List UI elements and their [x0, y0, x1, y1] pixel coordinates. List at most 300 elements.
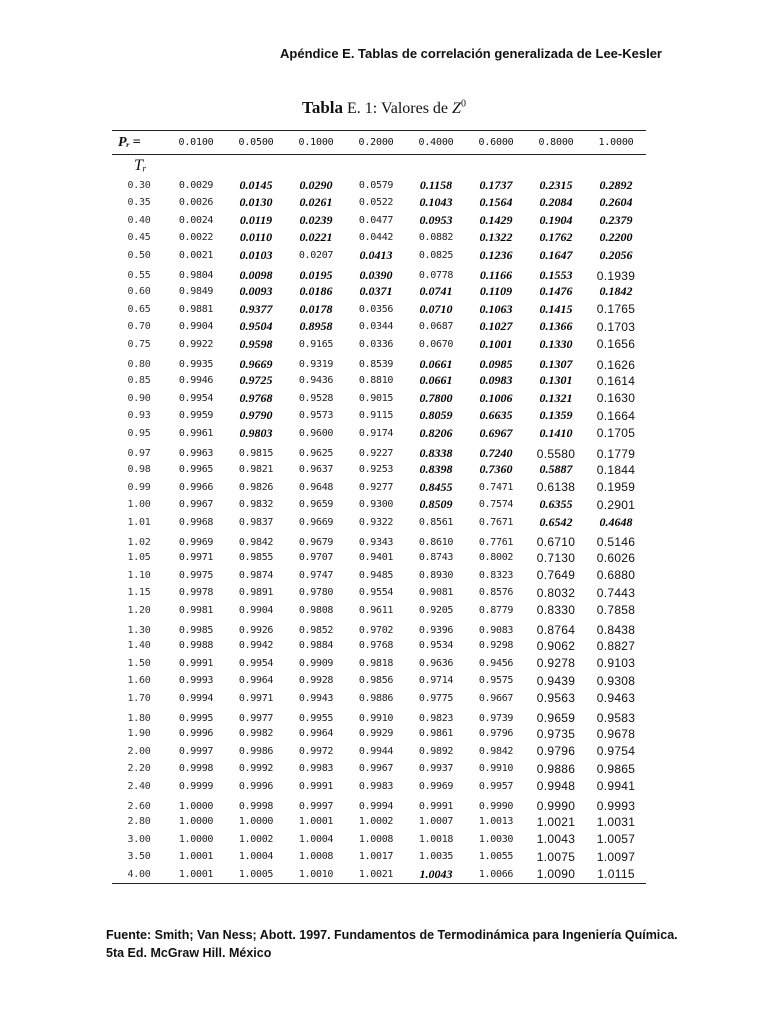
table-row: [112, 813, 646, 831]
z0-value-cell: 0.9971: [178, 552, 214, 564]
z0-value-cell: 0.1366: [539, 319, 573, 334]
z0-value-cell: 0.1904: [539, 212, 573, 227]
pr-value: 0.6000: [478, 137, 514, 148]
z0-value-cell: 0.8206: [419, 425, 453, 440]
z0-value-cell: 1.0008: [358, 833, 394, 845]
table-row: [112, 407, 646, 425]
table-row: [112, 866, 646, 884]
z0-value-cell: 0.9982: [238, 728, 274, 740]
z0-value-cell: 0.9975: [178, 569, 214, 581]
z0-value-cell: 0.1330: [539, 336, 573, 351]
z0-value-cell: 0.9790: [239, 408, 273, 423]
z0-value-cell: 0.9463: [596, 691, 636, 706]
tr-value: 0.60: [127, 286, 151, 298]
z0-value-cell: 0.9277: [358, 481, 394, 493]
z0-value-cell: 0.9999: [178, 780, 214, 792]
z0-value-cell: 0.1410: [539, 425, 573, 440]
z0-value-cell: 1.0000: [178, 800, 214, 812]
z0-value-cell: 0.1236: [479, 247, 513, 262]
z0-value-cell: 1.0035: [418, 851, 454, 863]
z0-value-cell: 0.0778: [418, 270, 454, 281]
z0-value-cell: 0.9205: [418, 604, 454, 616]
z0-value-cell: 0.1307: [539, 357, 573, 371]
source-line-1: Fuente: Smith; Van Ness; Abott. 1997. Fundamentos de Termodinámica para Ingeniería Química.: [106, 928, 678, 942]
z0-value-cell: 0.0221: [299, 230, 333, 245]
z0-value-cell: 0.1844: [596, 462, 636, 477]
z0-value-cell: 0.9815: [238, 448, 274, 459]
z0-value-cell: 0.9959: [178, 410, 214, 422]
z0-value-cell: 0.1043: [419, 195, 453, 210]
z0-value-cell: 0.9942: [238, 640, 274, 652]
z0-value-cell: 0.2379: [599, 212, 633, 227]
table-title-text: E. 1: Valores de: [343, 100, 453, 117]
z0-value-cell: 0.9856: [358, 675, 394, 687]
tr-value: 2.00: [127, 745, 151, 757]
z0-value-cell: 1.0013: [478, 816, 514, 828]
z0-value-cell: 0.9780: [298, 587, 334, 599]
z0-value-cell: 1.0018: [418, 833, 454, 845]
tr-value: 0.80: [127, 359, 151, 370]
z0-value-cell: 0.1614: [596, 373, 636, 388]
z0-value-cell: 0.9998: [238, 800, 274, 812]
z0-value-cell: 1.0021: [358, 868, 394, 880]
tr-value: 0.40: [127, 214, 151, 226]
z0-value-cell: 0.0413: [359, 247, 393, 262]
z0-value-cell: 0.9575: [478, 675, 514, 687]
z0-value-cell: 0.9991: [178, 657, 214, 669]
table-row: [112, 479, 646, 497]
z0-value-cell: 0.6138: [536, 480, 576, 495]
z0-value-cell: 0.9165: [298, 338, 334, 350]
z0-value-cell: 0.9965: [178, 464, 214, 476]
table-row: [112, 264, 646, 283]
z0-value-cell: 0.0882: [418, 232, 454, 244]
tr-value: 0.55: [127, 270, 151, 281]
z0-value-cell: 0.0022: [178, 232, 214, 244]
tr-value: 1.30: [127, 624, 151, 636]
z0-value-cell: 0.1359: [539, 408, 573, 423]
z0-value-cell: 0.0024: [178, 214, 214, 226]
z0-value-cell: 0.9456: [478, 657, 514, 669]
z0-value-cell: 0.0290: [299, 177, 333, 192]
z0-value-cell: 1.0000: [178, 833, 214, 845]
table-body: [112, 177, 646, 884]
z0-value-cell: 0.9563: [536, 691, 576, 706]
z0-value-cell: 0.8032: [536, 585, 576, 600]
table-row: [112, 778, 646, 796]
table-row: [112, 372, 646, 390]
z0-value-cell: 0.2084: [539, 195, 573, 210]
z0-value-cell: 0.5146: [596, 535, 636, 549]
z0-value-cell: 0.1939: [596, 268, 636, 283]
tr-value: 0.95: [127, 427, 151, 439]
z0-value-cell: 0.9988: [178, 640, 214, 652]
z0-value-cell: 0.9849: [178, 286, 214, 298]
z0-value-cell: 0.8509: [419, 497, 453, 512]
z0-value-cell: 0.9659: [298, 499, 334, 511]
z0-value-cell: 0.9821: [238, 464, 274, 476]
tr-value: 1.90: [127, 728, 151, 740]
z0-value-cell: 0.5887: [539, 462, 573, 477]
z0-value-cell: 0.1322: [479, 230, 513, 245]
z0-value-cell: 0.9796: [478, 728, 514, 740]
z0-value-cell: 0.9775: [418, 692, 454, 704]
pr-value: 0.1000: [298, 137, 334, 148]
z0-value-cell: 0.9865: [596, 761, 636, 776]
z0-value-cell: 0.9943: [298, 692, 334, 704]
z0-value-cell: 0.8059: [419, 408, 453, 423]
z0-value-cell: 0.9081: [418, 587, 454, 599]
z0-value-cell: 0.9884: [298, 640, 334, 652]
z0-value-cell: 0.9968: [178, 516, 214, 528]
z0-value-cell: 0.6635: [479, 408, 513, 423]
z0-value-cell: 0.9739: [478, 712, 514, 724]
z0-value-cell: 0.9669: [239, 357, 273, 371]
z0-value-cell: 0.9995: [178, 712, 214, 724]
z0-value-cell: 0.9637: [298, 464, 334, 476]
z0-value-cell: 0.9659: [536, 711, 576, 725]
z0-value-cell: 0.9343: [358, 536, 394, 548]
z0-value-cell: 0.9083: [478, 624, 514, 636]
z0-value-cell: 1.0004: [298, 833, 334, 845]
z0-value-cell: 0.9837: [238, 516, 274, 528]
tr-value: 0.99: [127, 481, 151, 493]
z0-value-cell: 0.9747: [298, 569, 334, 581]
z0-value-cell: 0.9891: [238, 587, 274, 599]
z0-value-cell: 0.9600: [298, 427, 334, 439]
table-row: [112, 567, 646, 585]
z0-value-cell: 0.8610: [418, 536, 454, 548]
z0-value-cell: 0.2604: [599, 195, 633, 210]
z0-value-cell: 0.8958: [299, 319, 333, 334]
z0-value-cell: 0.9803: [239, 425, 273, 440]
z0-value-cell: 0.9554: [358, 587, 394, 599]
z0-value-cell: 0.1762: [539, 230, 573, 245]
z0-value-cell: 0.9967: [358, 763, 394, 775]
table-title-prefix: Tabla: [302, 98, 344, 117]
table-title-superscript: 0: [460, 98, 466, 110]
z0-value-cell: 1.0002: [358, 816, 394, 828]
tr-value: 1.80: [127, 712, 151, 724]
z0-value-cell: 0.9015: [358, 392, 394, 404]
z0-value-cell: 0.8576: [478, 587, 514, 599]
z0-value-cell: 0.0522: [358, 197, 394, 209]
z0-value-cell: 0.7240: [479, 446, 513, 460]
table-title: [0, 98, 768, 118]
z0-value-cell: 0.9818: [358, 657, 394, 669]
tr-value: 3.50: [127, 851, 151, 863]
z0-value-cell: 0.9768: [358, 640, 394, 652]
z0-value-cell: 0.1415: [539, 301, 573, 316]
z0-value-cell: 0.9928: [298, 675, 334, 687]
z0-value-cell: 0.8323: [478, 569, 514, 581]
z0-value-cell: 0.9946: [178, 375, 214, 387]
pr-header-row: [112, 131, 646, 155]
z0-value-cell: 0.1959: [596, 480, 636, 495]
z0-value-cell: 0.9768: [239, 390, 273, 405]
z0-value-cell: 0.0825: [418, 249, 454, 261]
z0-value-cell: 0.9808: [298, 604, 334, 616]
z0-value-cell: 1.0001: [298, 816, 334, 828]
z0-value-cell: 0.9528: [298, 392, 334, 404]
z0-value-cell: 0.9935: [178, 359, 214, 370]
z0-value-cell: 0.0239: [299, 212, 333, 227]
z0-value-cell: 0.9991: [418, 800, 454, 812]
z0-value-cell: 0.4648: [599, 514, 633, 529]
table-row: [112, 619, 646, 637]
z0-value-cell: 0.9725: [239, 373, 273, 388]
z0-value-cell: 0.9678: [596, 726, 636, 741]
z0-value-cell: 0.8810: [358, 375, 394, 387]
z0-value-cell: 1.0097: [596, 849, 636, 864]
z0-value-cell: 1.0000: [238, 816, 274, 828]
table-row: [112, 672, 646, 690]
table-row: [112, 831, 646, 849]
z0-value-cell: 0.9439: [536, 673, 576, 688]
source-citation: [106, 926, 706, 962]
tr-value: 0.70: [127, 321, 151, 333]
z0-value-cell: 0.9804: [178, 270, 214, 281]
table-row: [112, 514, 646, 532]
z0-value-cell: 0.9103: [596, 656, 636, 671]
tr-value: 4.00: [127, 868, 151, 880]
z0-value-cell: 0.9969: [178, 536, 214, 548]
z0-value-cell: 0.0371: [359, 284, 393, 299]
z0-value-cell: 0.1109: [479, 284, 513, 299]
z0-value-cell: 0.7443: [596, 585, 636, 600]
table-row: [112, 247, 646, 265]
table-row: [112, 425, 646, 443]
table-row: [112, 336, 646, 354]
pr-value: 1.0000: [598, 137, 634, 148]
z0-value-cell: 0.9842: [238, 536, 274, 548]
table-row: [112, 318, 646, 336]
table-row: [112, 549, 646, 567]
z0-value-cell: 1.0007: [418, 816, 454, 828]
z0-value-cell: 0.9955: [298, 712, 334, 724]
z0-value-cell: 1.0021: [536, 814, 576, 829]
z0-value-cell: 0.2200: [599, 230, 633, 245]
z0-value-cell: 0.9852: [298, 624, 334, 636]
z0-value-cell: 1.0002: [238, 833, 274, 845]
tr-value: 1.02: [127, 536, 151, 548]
z0-value-cell: 0.1737: [479, 177, 513, 192]
z0-value-cell: 0.9910: [478, 763, 514, 775]
z0-value-cell: 0.9961: [178, 427, 214, 439]
z0-value-cell: 1.0005: [238, 868, 274, 880]
z0-value-cell: 0.8539: [358, 359, 394, 370]
z0-value-cell: 0.9583: [596, 711, 636, 725]
table-row: [112, 461, 646, 479]
z0-value-cell: 0.1664: [596, 408, 636, 423]
z0-value-cell: 0.8561: [418, 516, 454, 528]
z0-value-cell: 1.0043: [419, 866, 453, 881]
z0-value-cell: 0.7858: [596, 603, 636, 618]
z0-value-cell: 0.1779: [596, 446, 636, 461]
z0-value-cell: 0.9996: [238, 780, 274, 792]
z0-value-cell: 0.8338: [419, 446, 453, 460]
z0-value-cell: 0.9881: [178, 303, 214, 315]
tr-value: 1.05: [127, 552, 151, 564]
z0-value-cell: 0.0442: [358, 232, 394, 244]
z0-value-cell: 0.0186: [299, 284, 333, 299]
z0-value-cell: 1.0055: [478, 851, 514, 863]
z0-value-cell: 0.2056: [599, 247, 633, 262]
pr-value: 0.2000: [358, 137, 394, 148]
z0-value-cell: 0.1553: [539, 268, 573, 282]
z0-value-cell: 1.0001: [178, 851, 214, 863]
z0-value-cell: 0.1027: [479, 319, 513, 334]
z0-value-cell: 0.0103: [239, 247, 273, 262]
z0-value-cell: 0.9319: [298, 359, 334, 370]
table-row: [112, 760, 646, 778]
z0-value-cell: 0.9886: [358, 692, 394, 704]
z0-value-cell: 0.9990: [478, 800, 514, 812]
z0-value-cell: 0.0579: [358, 179, 394, 191]
z0-value-cell: 0.9377: [239, 301, 273, 316]
z0-value-cell: 0.9983: [358, 780, 394, 792]
tr-value: 0.45: [127, 232, 151, 244]
tr-value: 2.80: [127, 816, 151, 828]
table-row: [112, 442, 646, 461]
z0-value-cell: 0.9648: [298, 481, 334, 493]
z0-value-cell: 0.0710: [419, 301, 453, 316]
z0-value-cell: 0.9964: [298, 728, 334, 740]
z0-value-cell: 0.8779: [478, 604, 514, 616]
z0-value-cell: 1.0066: [478, 868, 514, 880]
z0-value-cell: 0.1476: [539, 284, 573, 299]
z0-value-cell: 1.0008: [298, 851, 334, 863]
table-row: [112, 177, 646, 195]
z0-value-cell: 0.9504: [239, 319, 273, 334]
tr-value: 1.40: [127, 640, 151, 652]
z0-value-cell: 0.8330: [536, 603, 576, 618]
z0-value-cell: 0.0021: [178, 249, 214, 261]
z0-value-cell: 0.9278: [536, 656, 576, 671]
tr-value: 0.35: [127, 197, 151, 209]
tr-value: 2.60: [127, 800, 151, 812]
z0-value-cell: 0.2315: [539, 177, 573, 192]
z0-value-cell: 0.0145: [239, 177, 273, 192]
page-header: Apéndice E. Tablas de correlación generalizada de Lee-Kesler: [280, 46, 662, 61]
tr-value: 2.20: [127, 763, 151, 775]
tr-value: 0.93: [127, 410, 151, 422]
z0-value-cell: 0.9573: [298, 410, 334, 422]
z0-value-cell: 0.8438: [596, 623, 636, 637]
table-row: [112, 531, 646, 549]
z0-value-cell: 0.6355: [539, 497, 573, 512]
z0-value-cell: 0.9322: [358, 516, 394, 528]
z0-value-cell: 0.9396: [418, 624, 454, 636]
z0-value-cell: 1.0004: [238, 851, 274, 863]
z0-value-cell: 1.0115: [597, 867, 635, 881]
tr-value: 0.97: [127, 448, 151, 459]
z0-value-cell: 0.0983: [479, 373, 513, 388]
z0-value-cell: 0.6967: [479, 425, 513, 440]
z0-value-cell: 0.7360: [479, 462, 513, 477]
z0-value-cell: 0.5580: [536, 446, 576, 461]
z0-value-cell: 0.7761: [478, 536, 514, 548]
z0-value-cell: 0.8743: [418, 552, 454, 564]
z0-value-cell: 0.9957: [478, 780, 514, 792]
tr-value: 1.70: [127, 692, 151, 704]
z0-value-cell: 0.7574: [478, 499, 514, 511]
z0-value-cell: 0.7130: [536, 550, 576, 565]
z0-value-cell: 0.9972: [298, 745, 334, 757]
z0-value-cell: 0.9611: [358, 604, 394, 616]
z0-value-cell: 0.9966: [178, 481, 214, 493]
z0-value-cell: 0.0953: [419, 212, 453, 227]
z0-value-cell: 0.6710: [536, 535, 576, 549]
z0-value-cell: 0.1626: [596, 357, 636, 372]
z0-value-cell: 0.1321: [539, 390, 573, 405]
z0-value-cell: 0.9998: [178, 763, 214, 775]
z0-value-cell: 0.0687: [418, 321, 454, 333]
z0-value-cell: 0.1656: [596, 337, 636, 352]
z0-value-cell: 0.9929: [358, 728, 394, 740]
z0-value-cell: 0.0119: [239, 212, 273, 227]
z0-value-cell: 1.0030: [478, 833, 514, 845]
tr-value: 0.90: [127, 392, 151, 404]
table-title-symbol: Z: [452, 100, 461, 117]
z0-value-cell: 0.9253: [358, 464, 394, 476]
z0-value-cell: 0.9996: [178, 728, 214, 740]
z0-value-cell: 0.1842: [599, 284, 633, 299]
z0-value-cell: 0.9227: [358, 448, 394, 459]
table-row: [112, 301, 646, 319]
tr-value: 1.01: [127, 516, 151, 528]
z0-value-cell: 0.9874: [238, 569, 274, 581]
table-row: [112, 496, 646, 514]
z0-value-cell: 0.9963: [178, 448, 214, 459]
z0-value-cell: 0.0098: [239, 268, 273, 282]
z0-value-cell: 0.9832: [238, 499, 274, 511]
z0-value-cell: 0.0207: [298, 249, 334, 261]
z0-value-cell: 0.9886: [536, 761, 576, 776]
tr-value: 0.30: [127, 179, 151, 191]
z0-value-cell: 0.0661: [419, 357, 453, 371]
z0-value-cell: 0.9669: [298, 516, 334, 528]
z0-value-cell: 0.2901: [596, 497, 636, 512]
z0-value-cell: 0.9298: [478, 640, 514, 652]
table-row: [112, 283, 646, 301]
z0-value-cell: 0.9991: [298, 780, 334, 792]
tr-value: 0.98: [127, 464, 151, 476]
z0-value-cell: 0.9994: [358, 800, 394, 812]
z0-value-cell: 0.1630: [596, 391, 636, 406]
table-row: [112, 707, 646, 725]
z0-value-cell: 0.9904: [178, 321, 214, 333]
z0-value-cell: 0.9485: [358, 569, 394, 581]
z0-value-cell: 1.0010: [298, 868, 334, 880]
tr-value: 3.00: [127, 833, 151, 845]
z0-value-cell: 0.7649: [536, 568, 576, 583]
z0-value-cell: 0.0661: [419, 373, 453, 388]
tr-value: 1.10: [127, 569, 151, 581]
z0-value-cell: 0.9754: [596, 744, 636, 759]
z0-value-cell: 0.9062: [536, 638, 576, 653]
tr-value: 0.65: [127, 303, 151, 315]
z0-value-cell: 0.0336: [358, 338, 394, 350]
tr-value: 1.50: [127, 657, 151, 669]
z0-value-cell: 0.9308: [596, 673, 636, 688]
tr-value: 0.85: [127, 375, 151, 387]
z0-value-cell: 0.9926: [238, 624, 274, 636]
z0-value-cell: 0.1301: [539, 373, 573, 388]
z0-value-cell: 0.0356: [358, 303, 394, 315]
z0-value-cell: 0.9401: [358, 552, 394, 564]
z0-value-cell: 0.7471: [478, 481, 514, 493]
